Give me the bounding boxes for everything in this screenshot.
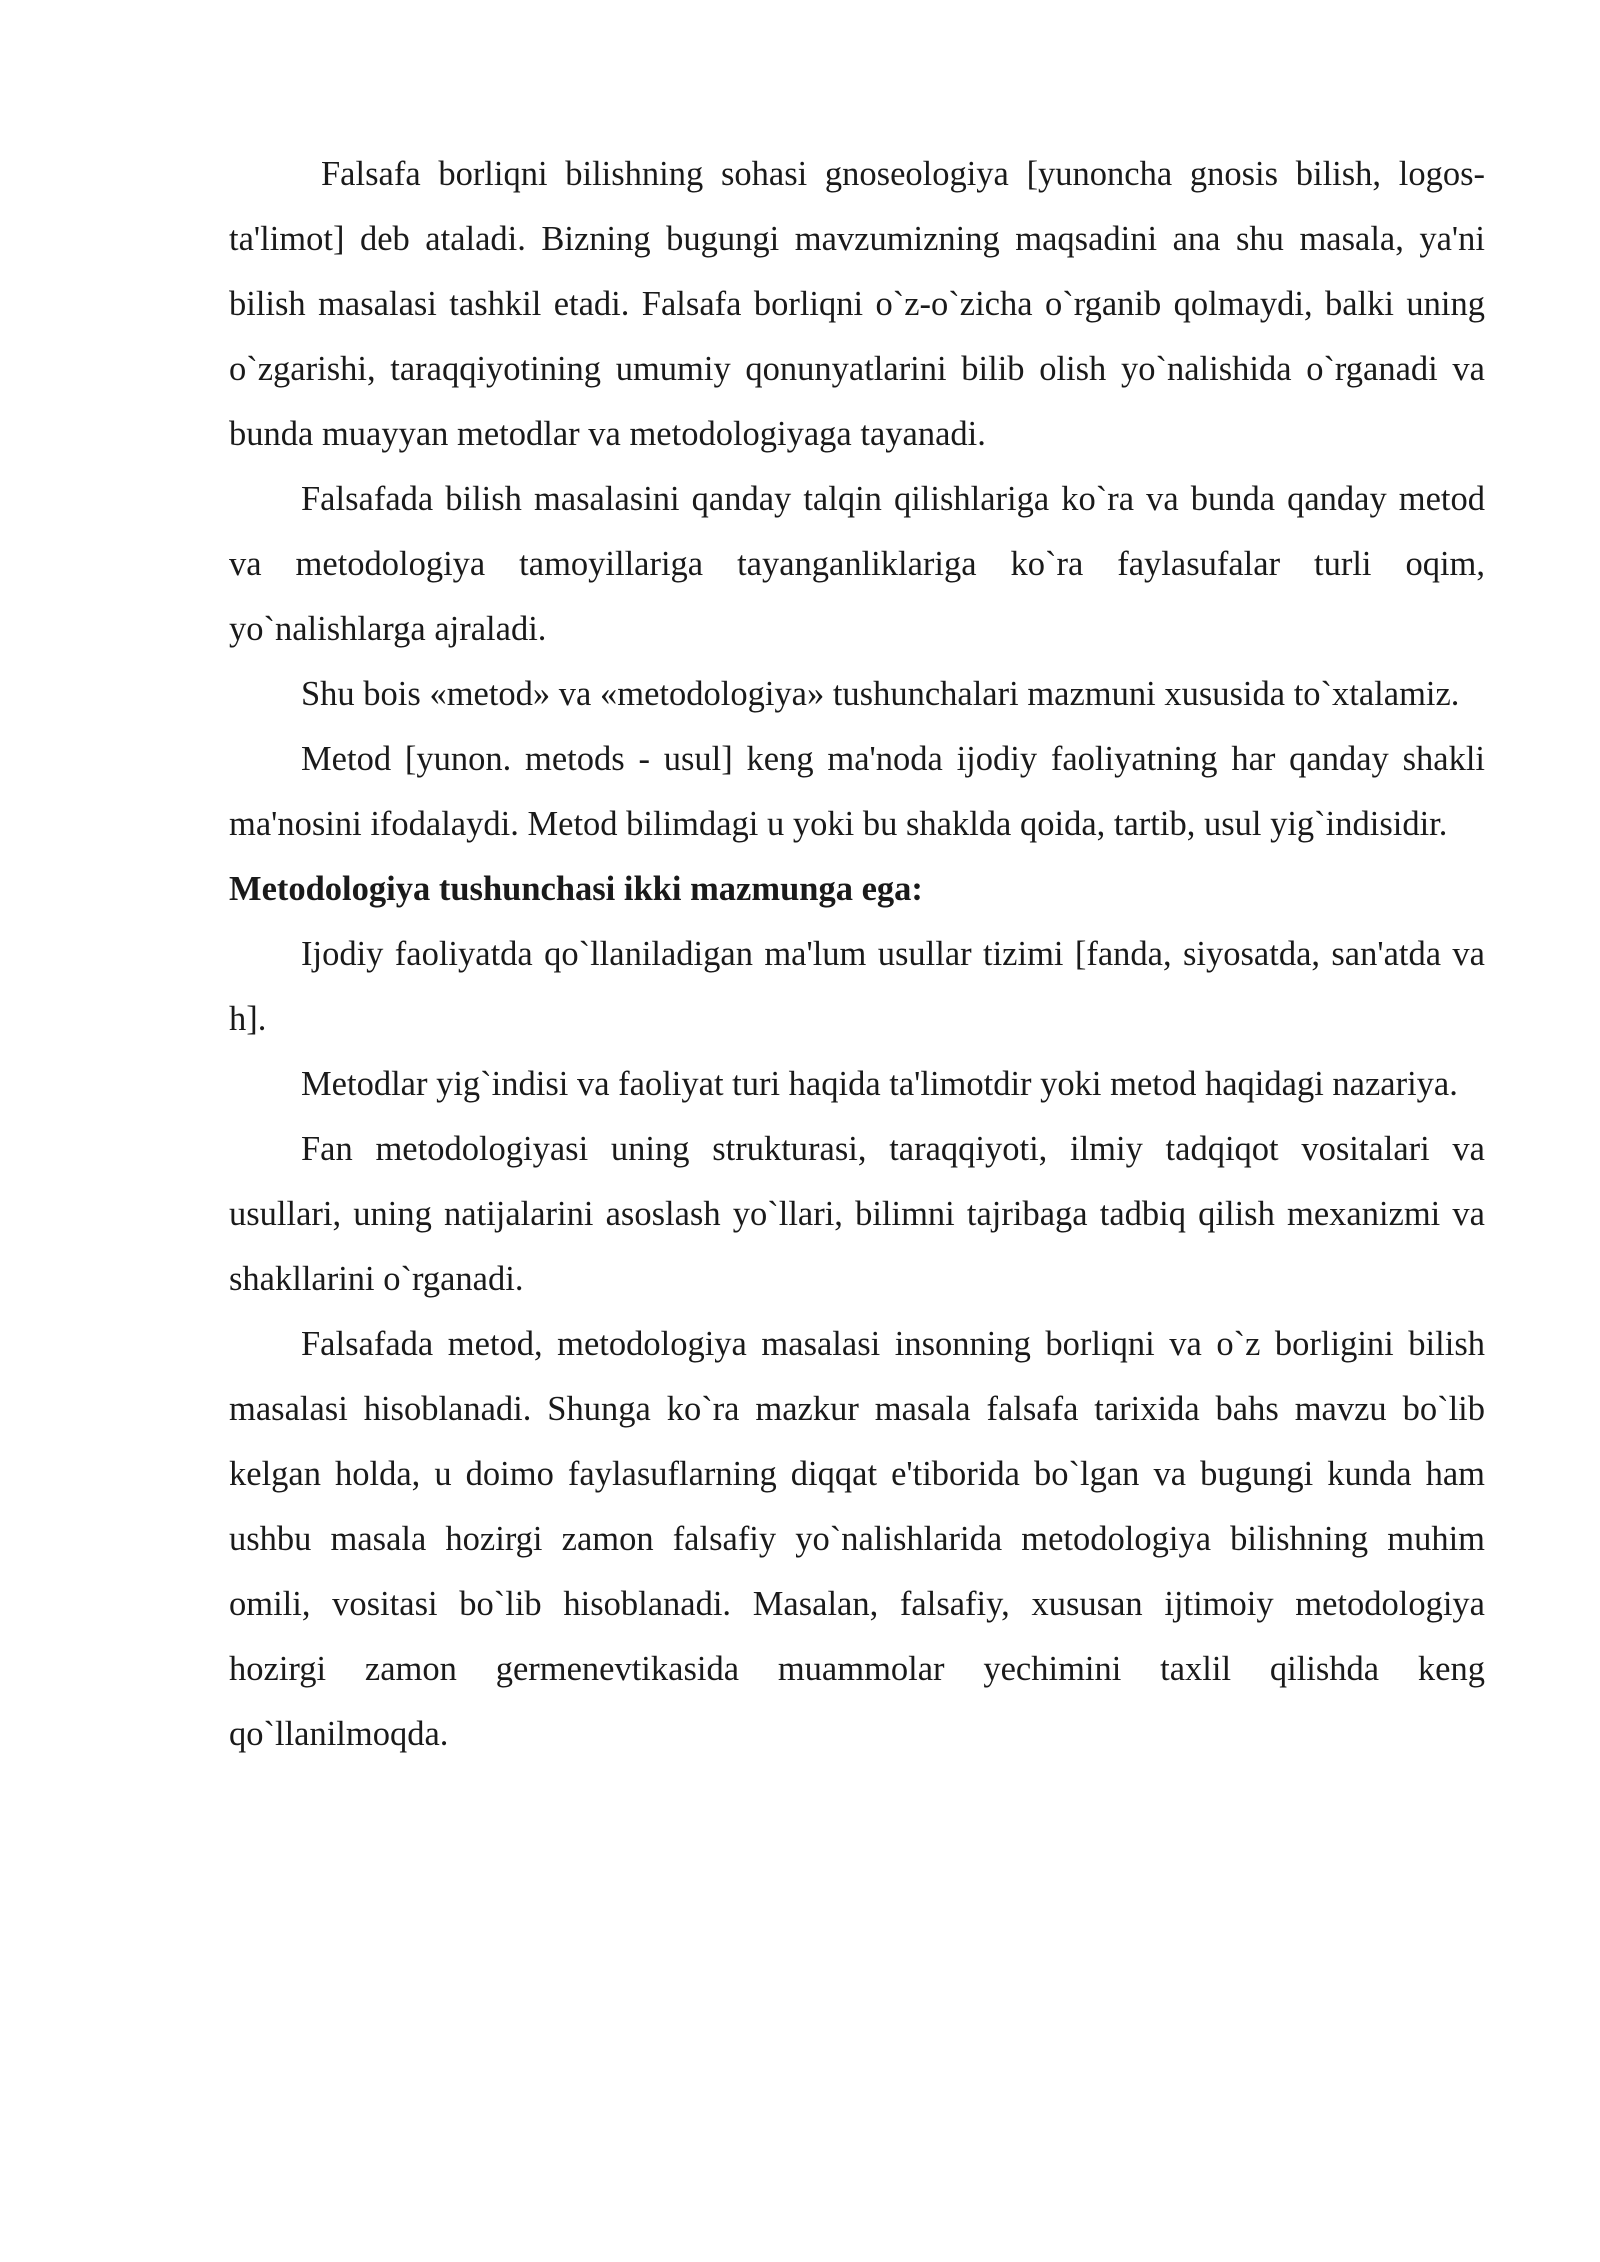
paragraph-meaning-2: Metodlar yig`indisi va faoliyat turi haqida ta'limotdir yoki metod haqidagi nazariya. xyxy=(301,1065,1458,1103)
paragraph-gnoseologiya: Falsafa borliqni bilishning sohasi gnoseologiya [yunoncha gnosis bilish, logos-ta'limot] deb ataladi. Bizning bugungi mavzumizning maqsadini ana shu masala, ya'ni bilish masalasi tashkil etadi. Falsafa borliqni o`z-o`zicha o`rganib qolmaydi, balki uning o`zgarishi, taraqqiyotining umumiy qonunyatlarini bilib olish yo`nalishida o`rganadi va bunda muayyan metodlar va metodologiyaga tayanadi. xyxy=(229,155,1485,453)
paragraph-fan-metodologiyasi: Fan metodologiyasi uning strukturasi, taraqqiyoti, ilmiy tadqiqot vositalari va usullari, uning natijalarini asoslash yo`llari, bilimni tajribaga tadbiq qilish mexanizmi va shakllarini o`rganadi. xyxy=(229,1130,1485,1298)
document-page xyxy=(229,142,1485,1767)
section-heading: Metodologiya tushunchasi ikki mazmunga ega: xyxy=(229,870,923,908)
paragraph-metod-tushunchalari: Shu bois «metod» va «metodologiya» tushunchalari mazmuni xususida to`xtalamiz. xyxy=(301,675,1460,713)
paragraph-meaning-1: Ijodiy faoliyatda qo`llaniladigan ma'lum usullar tizimi [fanda, siyosatda, san'atda va h]. xyxy=(229,935,1485,1038)
paragraph-bilish-oqimlar: Falsafada bilish masalasini qanday talqin qilishlariga ko`ra va bunda qanday metod va metodologiya tamoyillariga tayanganliklariga ko`ra faylasufalar turli oqim, yo`nalishlarga ajraladi. xyxy=(229,480,1485,648)
paragraph-metod-definition: Metod [yunon. metods - usul] keng ma'noda ijodiy faoliyatning har qanday shakli ma'nosini ifodalaydi. Metod bilimdagi u yoki bu shaklda qoida, tartib, usul yig`indisidir. xyxy=(229,740,1485,843)
paragraph-falsafada-metod: Falsafada metod, metodologiya masalasi insonning borliqni va o`z borligini bilish masalasi hisoblanadi. Shunga ko`ra mazkur masala falsafa tarixida bahs mavzu bo`lib kelgan holda, u doimo faylasuflarning diqqat e'tiborida bo`lgan va bugungi kunda ham ushbu masala hozirgi zamon falsafiy yo`nalishlarida metodologiya bilishning muhim omili, vositasi bo`lib hisoblanadi. Masalan, falsafiy, xususan ijtimoiy metodologiya hozirgi zamon germenevtikasida muammolar yechimini taxlil qilishda keng qo`llanilmoqda. xyxy=(229,1325,1485,1753)
